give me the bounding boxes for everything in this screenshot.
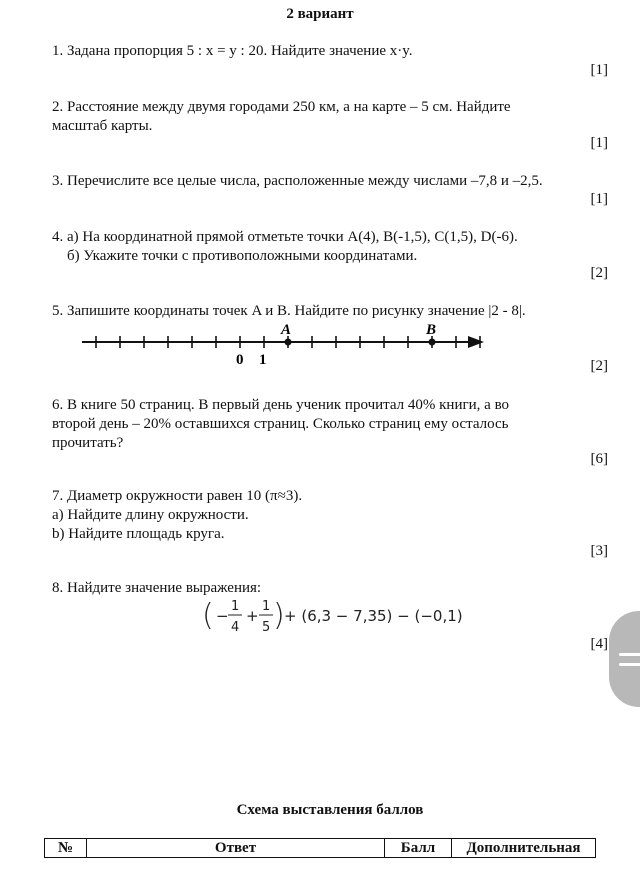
menu-icon xyxy=(619,653,640,656)
question-text: 5. Запишите координаты точек A и B. Найдите по рисунку значение |2 - 8|. xyxy=(52,303,526,319)
question-6-score: [6] xyxy=(590,451,608,467)
question-5-score: [2] xyxy=(590,358,608,374)
question-8-score: [4] xyxy=(590,636,608,652)
scheme-table xyxy=(44,838,596,858)
fraction-2-denominator: 5 xyxy=(262,620,271,635)
column-header-number: № xyxy=(45,839,87,858)
table-header-row xyxy=(45,839,596,858)
plus-sign: + xyxy=(246,607,259,625)
question-text: масштаб карты. xyxy=(52,118,153,134)
question-text: 4. а) На координатной прямой отметьте точки A(4), B(-1,5), C(1,5), D(-6). xyxy=(52,229,518,245)
question-6 xyxy=(52,396,572,453)
column-header-additional: Дополнительная xyxy=(452,839,596,858)
question-text: b) Найдите площадь круга. xyxy=(52,526,225,542)
arrow-icon xyxy=(468,336,484,348)
minus-sign: − xyxy=(216,607,229,625)
point-a-label: A xyxy=(281,322,292,338)
question-4 xyxy=(52,228,612,266)
column-header-answer: Ответ xyxy=(87,839,385,858)
close-paren: ) xyxy=(273,598,285,633)
open-paren: ( xyxy=(202,598,214,633)
question-2-score: [1] xyxy=(590,135,608,151)
question-text: a) Найдите длину окружности. xyxy=(52,507,249,523)
question-text: б) Укажите точки с противоположными координатами. xyxy=(67,248,418,264)
column-header-score: Балл xyxy=(385,839,452,858)
question-text: 3. Перечислите все целые числа, расположенные между числами –7,8 и –2,5. xyxy=(52,173,543,189)
math-expression xyxy=(200,594,470,640)
question-4-score: [2] xyxy=(590,265,608,281)
menu-icon xyxy=(619,663,640,666)
question-7 xyxy=(52,487,572,544)
point-b xyxy=(429,339,436,346)
fraction-1-numerator: 1 xyxy=(231,599,240,614)
question-text: 1. Задана пропорция 5 : x = y : 20. Найдите значение x·y. xyxy=(52,43,413,59)
question-text: 6. В книге 50 страниц. В первый день ученик прочитал 40% книги, а во xyxy=(52,397,510,413)
fraction-2-numerator: 1 xyxy=(262,599,271,614)
fraction-1-denominator: 4 xyxy=(231,620,240,635)
number-line xyxy=(80,320,490,368)
scheme-title: Схема выставления баллов xyxy=(236,802,424,818)
question-2 xyxy=(52,98,572,136)
question-text: второй день – 20% оставшихся страниц. Сколько страниц ему осталось xyxy=(52,416,509,432)
question-text: 7. Диаметр окружности равен 10 (π≈3). xyxy=(52,488,303,504)
question-3-score: [1] xyxy=(590,191,608,207)
page-title: 2 вариант xyxy=(286,6,354,22)
expression-rest: + (6,3 − 7,35) − (−0,1) xyxy=(284,607,463,625)
question-text: 2. Расстояние между двумя городами 250 км, а на карте – 5 см. Найдите xyxy=(52,99,511,115)
question-7-score: [3] xyxy=(590,543,608,559)
question-text: 8. Найдите значение выражения: xyxy=(52,580,262,596)
one-label: 1 xyxy=(259,352,267,368)
question-1-score: [1] xyxy=(590,62,608,78)
question-1 xyxy=(52,42,572,61)
zero-label: 0 xyxy=(236,352,244,368)
point-b-label: B xyxy=(426,322,437,338)
point-a xyxy=(285,339,292,346)
question-5 xyxy=(52,302,612,321)
side-menu-tab[interactable] xyxy=(609,611,640,707)
question-3 xyxy=(52,172,612,191)
question-text: прочитать? xyxy=(52,435,124,451)
